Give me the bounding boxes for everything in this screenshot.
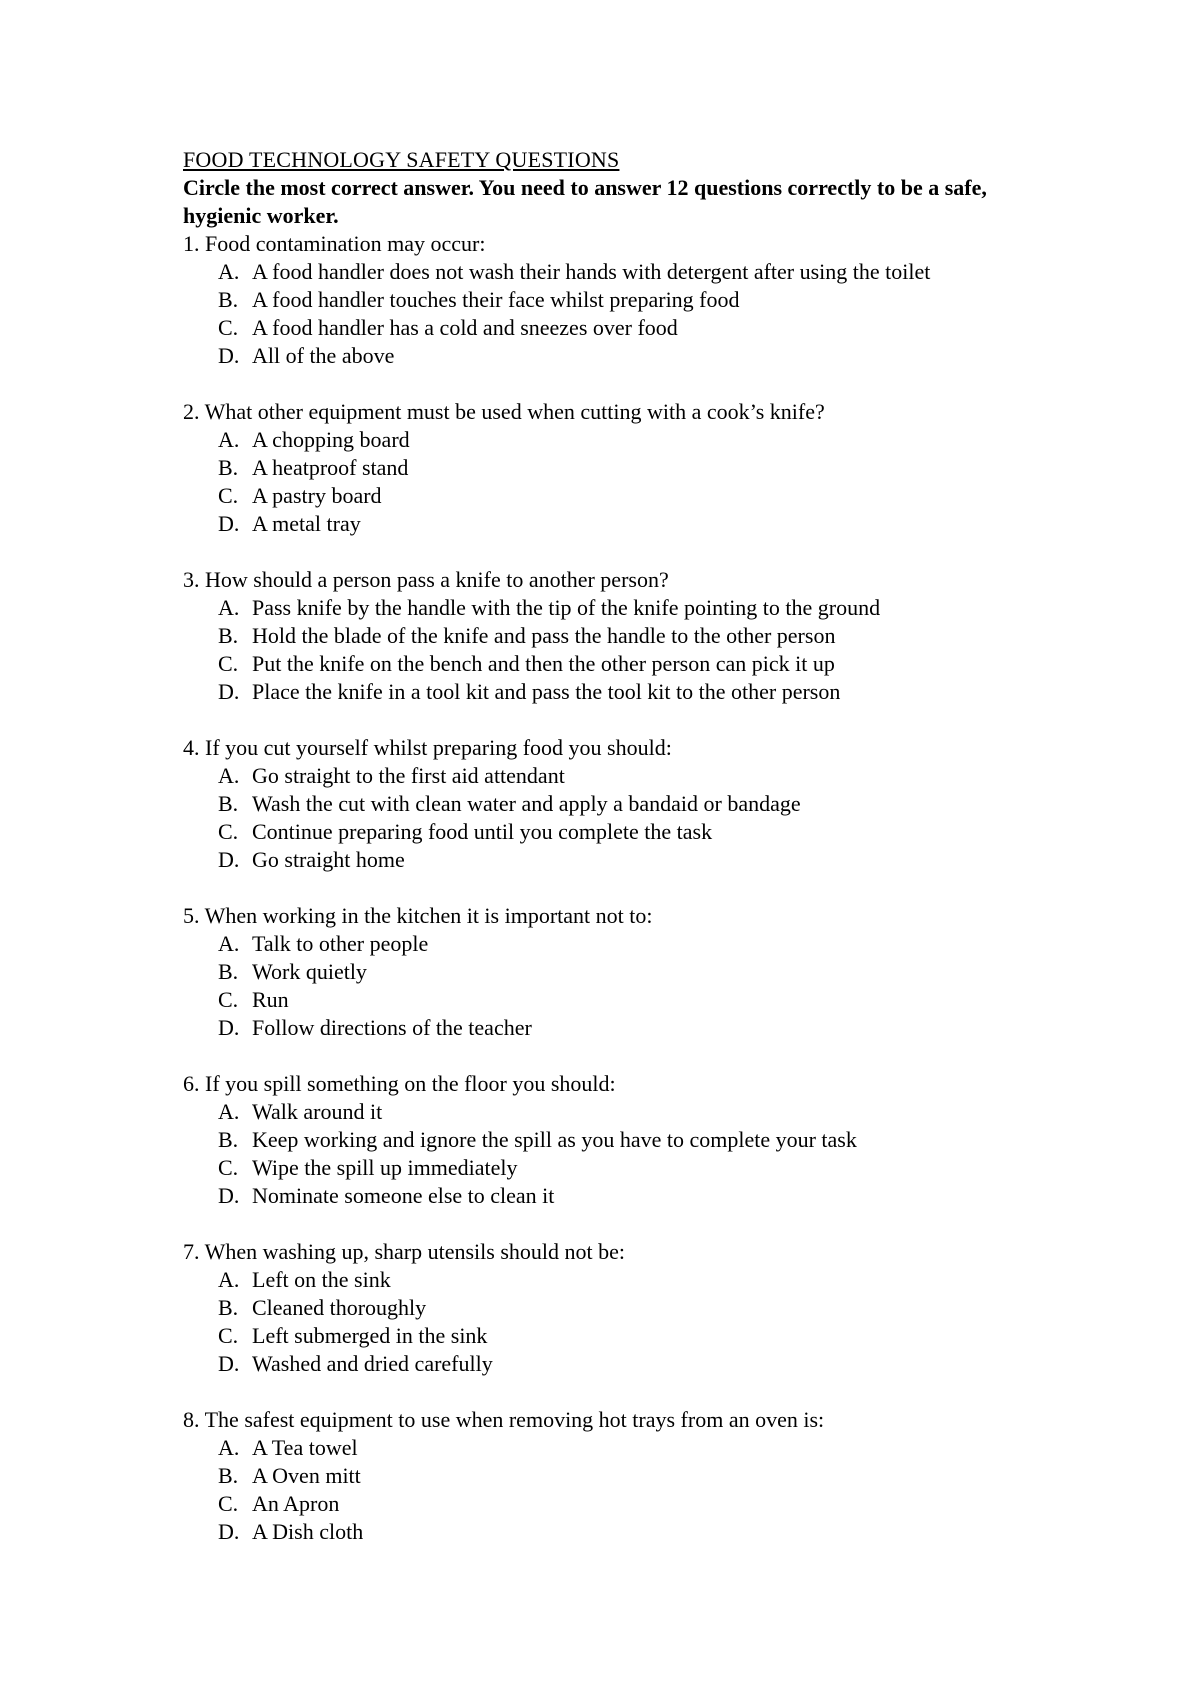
answer-options <box>183 1098 1063 1210</box>
option-letter: D. <box>218 847 240 872</box>
question-3 <box>183 566 1063 706</box>
option-letter: C. <box>218 819 239 844</box>
option-letter: A. <box>218 931 240 956</box>
answer-option[interactable] <box>183 1098 1063 1126</box>
option-letter: A. <box>218 595 240 620</box>
answer-option[interactable] <box>183 426 1063 454</box>
option-text: Keep working and ignore the spill as you have to complete your task <box>252 1127 857 1152</box>
option-letter: A. <box>218 1267 240 1292</box>
instructions: Circle the most correct answer. You need to answer 12 questions correctly to be a safe, hygienic worker. <box>183 175 987 228</box>
option-letter: C. <box>218 1155 239 1180</box>
option-text: Put the knife on the bench and then the other person can pick it up <box>252 651 835 676</box>
answer-options <box>183 426 1063 538</box>
option-text: A Dish cloth <box>252 1519 364 1544</box>
option-letter: C. <box>218 987 239 1012</box>
answer-option[interactable] <box>183 622 1063 650</box>
answer-option[interactable] <box>183 314 1063 342</box>
question-prompt: Food contamination may occur: <box>205 231 486 256</box>
option-letter: B. <box>218 791 239 816</box>
option-text: Hold the blade of the knife and pass the handle to the other person <box>252 623 836 648</box>
answer-option[interactable] <box>183 1434 1063 1462</box>
answer-option[interactable] <box>183 1266 1063 1294</box>
question-number: 7. <box>183 1239 200 1264</box>
option-text: A metal tray <box>252 511 361 536</box>
question-number: 6. <box>183 1071 200 1096</box>
question-text <box>183 734 1063 762</box>
question-text <box>183 230 1063 258</box>
option-letter: B. <box>218 623 239 648</box>
option-letter: C. <box>218 1323 239 1348</box>
option-letter: C. <box>218 1491 239 1516</box>
option-letter: A. <box>218 1099 240 1124</box>
answer-options <box>183 1266 1063 1378</box>
option-letter: A. <box>218 1435 240 1460</box>
worksheet-page <box>183 146 1063 1574</box>
option-letter: B. <box>218 1295 239 1320</box>
option-letter: C. <box>218 651 239 676</box>
question-text <box>183 902 1063 930</box>
answer-option[interactable] <box>183 342 1063 370</box>
answer-option[interactable] <box>183 510 1063 538</box>
question-7 <box>183 1238 1063 1378</box>
question-1 <box>183 230 1063 370</box>
question-list <box>183 230 1063 1546</box>
option-text: A food handler touches their face whilst preparing food <box>252 287 740 312</box>
question-text <box>183 566 1063 594</box>
option-text: Talk to other people <box>252 931 429 956</box>
question-prompt: The safest equipment to use when removing hot trays from an oven is: <box>204 1407 825 1432</box>
option-letter: A. <box>218 259 240 284</box>
question-5 <box>183 902 1063 1042</box>
option-letter: D. <box>218 1351 240 1376</box>
answer-option[interactable] <box>183 650 1063 678</box>
answer-options <box>183 1434 1063 1546</box>
question-text <box>183 1070 1063 1098</box>
answer-option[interactable] <box>183 1350 1063 1378</box>
question-prompt: If you cut yourself whilst preparing food you should: <box>205 735 672 760</box>
answer-option[interactable] <box>183 454 1063 482</box>
option-text: A food handler does not wash their hands with detergent after using the toilet <box>252 259 931 284</box>
option-text: Cleaned thoroughly <box>252 1295 427 1320</box>
answer-option[interactable] <box>183 986 1063 1014</box>
option-letter: B. <box>218 959 239 984</box>
answer-option[interactable] <box>183 482 1063 510</box>
option-text: Work quietly <box>252 959 367 984</box>
answer-option[interactable] <box>183 846 1063 874</box>
option-text: Left submerged in the sink <box>252 1323 488 1348</box>
option-text: A heatproof stand <box>252 455 409 480</box>
option-text: A Oven mitt <box>252 1463 361 1488</box>
question-4 <box>183 734 1063 874</box>
question-number: 1. <box>183 231 200 256</box>
answer-option[interactable] <box>183 762 1063 790</box>
option-text: Left on the sink <box>252 1267 391 1292</box>
option-letter: C. <box>218 315 239 340</box>
question-8 <box>183 1406 1063 1546</box>
question-number: 2. <box>183 399 200 424</box>
option-letter: B. <box>218 455 239 480</box>
option-text: Go straight home <box>252 847 405 872</box>
option-text: Pass knife by the handle with the tip of the knife pointing to the ground <box>252 595 881 620</box>
option-letter: A. <box>218 427 240 452</box>
option-text: Place the knife in a tool kit and pass the tool kit to the other person <box>252 679 841 704</box>
answer-option[interactable] <box>183 1182 1063 1210</box>
option-letter: B. <box>218 287 239 312</box>
option-text: Go straight to the first aid attendant <box>252 763 565 788</box>
option-letter: D. <box>218 1183 240 1208</box>
option-text: Walk around it <box>252 1099 383 1124</box>
option-text: An Apron <box>252 1491 340 1516</box>
question-2 <box>183 398 1063 538</box>
option-text: All of the above <box>252 343 395 368</box>
option-letter: D. <box>218 511 240 536</box>
question-prompt: When working in the kitchen it is important not to: <box>204 903 653 928</box>
option-letter: D. <box>218 1015 240 1040</box>
question-prompt: When washing up, sharp utensils should not be: <box>204 1239 626 1264</box>
answer-option[interactable] <box>183 930 1063 958</box>
answer-option[interactable] <box>183 258 1063 286</box>
option-letter: B. <box>218 1127 239 1152</box>
answer-option[interactable] <box>183 1126 1063 1154</box>
question-number: 8. <box>183 1407 200 1432</box>
option-text: Wipe the spill up immediately <box>252 1155 518 1180</box>
option-text: Wash the cut with clean water and apply a bandaid or bandage <box>252 791 801 816</box>
answer-option[interactable] <box>183 1322 1063 1350</box>
answer-option[interactable] <box>183 958 1063 986</box>
answer-option[interactable] <box>183 1490 1063 1518</box>
option-letter: C. <box>218 483 239 508</box>
option-letter: D. <box>218 679 240 704</box>
question-number: 5. <box>183 903 200 928</box>
option-letter: A. <box>218 763 240 788</box>
answer-option[interactable] <box>183 286 1063 314</box>
answer-option[interactable] <box>183 1462 1063 1490</box>
question-number: 3. <box>183 567 200 592</box>
answer-options <box>183 594 1063 706</box>
option-text: Washed and dried carefully <box>252 1351 493 1376</box>
answer-option[interactable] <box>183 1014 1063 1042</box>
question-text <box>183 398 1063 426</box>
option-letter: B. <box>218 1463 239 1488</box>
answer-options <box>183 258 1063 370</box>
question-prompt: What other equipment must be used when cutting with a cook’s knife? <box>204 399 825 424</box>
answer-option[interactable] <box>183 1294 1063 1322</box>
option-letter: D. <box>218 1519 240 1544</box>
answer-option[interactable] <box>183 1518 1063 1546</box>
question-6 <box>183 1070 1063 1210</box>
answer-option[interactable] <box>183 1154 1063 1182</box>
option-text: Nominate someone else to clean it <box>252 1183 555 1208</box>
option-text: Follow directions of the teacher <box>252 1015 532 1040</box>
option-text: A food handler has a cold and sneezes over food <box>252 315 678 340</box>
answer-option[interactable] <box>183 818 1063 846</box>
option-text: Continue preparing food until you complete the task <box>252 819 713 844</box>
answer-options <box>183 762 1063 874</box>
answer-option[interactable] <box>183 594 1063 622</box>
question-text <box>183 1406 1063 1434</box>
option-text: A Tea towel <box>252 1435 358 1460</box>
option-text: A pastry board <box>252 483 382 508</box>
question-prompt: If you spill something on the floor you should: <box>205 1071 616 1096</box>
answer-options <box>183 930 1063 1042</box>
question-text <box>183 1238 1063 1266</box>
page-title: FOOD TECHNOLOGY SAFETY QUESTIONS <box>183 147 620 172</box>
option-text: A chopping board <box>252 427 410 452</box>
question-prompt: How should a person pass a knife to another person? <box>205 567 669 592</box>
option-text: Run <box>252 987 289 1012</box>
option-letter: D. <box>218 343 240 368</box>
question-number: 4. <box>183 735 200 760</box>
answer-option[interactable] <box>183 678 1063 706</box>
answer-option[interactable] <box>183 790 1063 818</box>
